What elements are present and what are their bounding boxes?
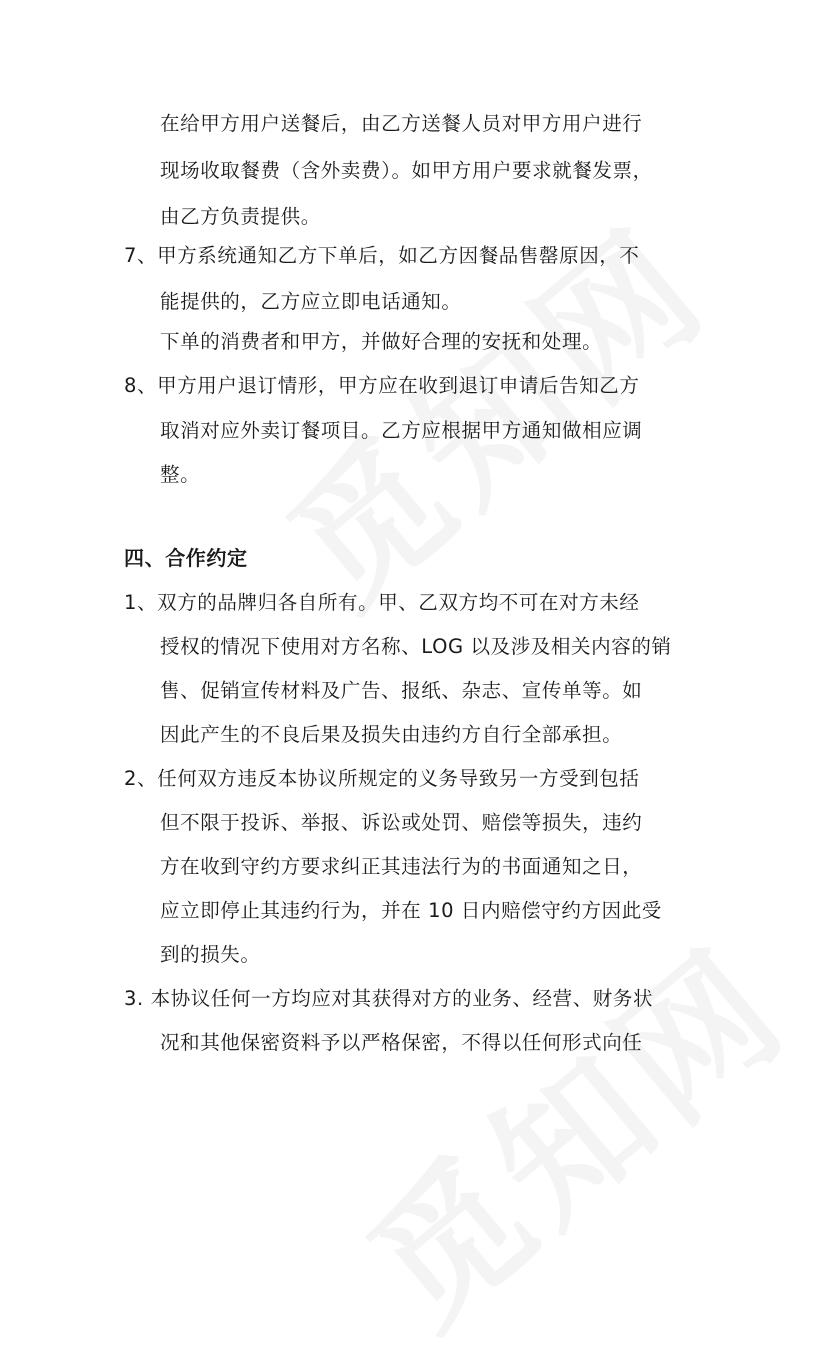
- paragraph-line: 但不限于投诉、举报、诉讼或处罚、赔偿等损失，违约: [160, 811, 643, 834]
- paragraph-line: 应立即停止其违约行为，并在 10 日内赔偿守约方因此受: [160, 899, 662, 922]
- paragraph-line: 在给甲方用户送餐后，由乙方送餐人员对甲方用户进行: [160, 112, 643, 135]
- paragraph-line: 现场收取餐费（含外卖费）。如甲方用户要求就餐发票，: [160, 159, 653, 182]
- paragraph-line: 下单的消费者和甲方，并做好合理的安抚和处理。: [160, 330, 603, 353]
- list-item-3: 3. 本协议任何一方均应对其获得对方的业务、经营、财务状: [124, 987, 654, 1010]
- paragraph-line: 方在收到守约方要求纠正其违法行为的书面通知之日，: [160, 855, 643, 878]
- list-item-8: 8、甲方用户退订情形，甲方应在收到退订申请后告知乙方: [124, 374, 640, 397]
- paragraph-line: 售、促销宣传材料及广告、报纸、杂志、宣传单等。如: [160, 679, 643, 702]
- paragraph-line: 因此产生的不良后果及损失由违约方自行全部承担。: [160, 723, 623, 746]
- paragraph-line: 由乙方负责提供。: [160, 205, 321, 228]
- list-item-7: 7、甲方系统通知乙方下单后，如乙方因餐品售罄原因，不: [124, 244, 640, 267]
- list-item-1: 1、双方的品牌归各自所有。甲、乙双方均不可在对方未经: [124, 591, 640, 614]
- paragraph-line: 到的损失。: [160, 943, 261, 966]
- paragraph-line: 况和其他保密资料予以严格保密，不得以任何形式向任: [160, 1031, 643, 1054]
- watermark: [317, 891, 824, 1365]
- list-item-2: 2、任何双方违反本协议所规定的义务导致另一方受到包括: [124, 767, 640, 790]
- paragraph-line: 授权的情况下使用对方名称、LOG 以及涉及相关内容的销: [160, 635, 672, 658]
- paragraph-line: 能提供的，乙方应立即电话通知。: [160, 290, 462, 313]
- section-heading: 四、合作约定: [124, 546, 248, 570]
- paragraph-line: 整。: [160, 463, 201, 486]
- paragraph-line: 取消对应外卖订餐项目。乙方应根据甲方通知做相应调: [160, 419, 643, 442]
